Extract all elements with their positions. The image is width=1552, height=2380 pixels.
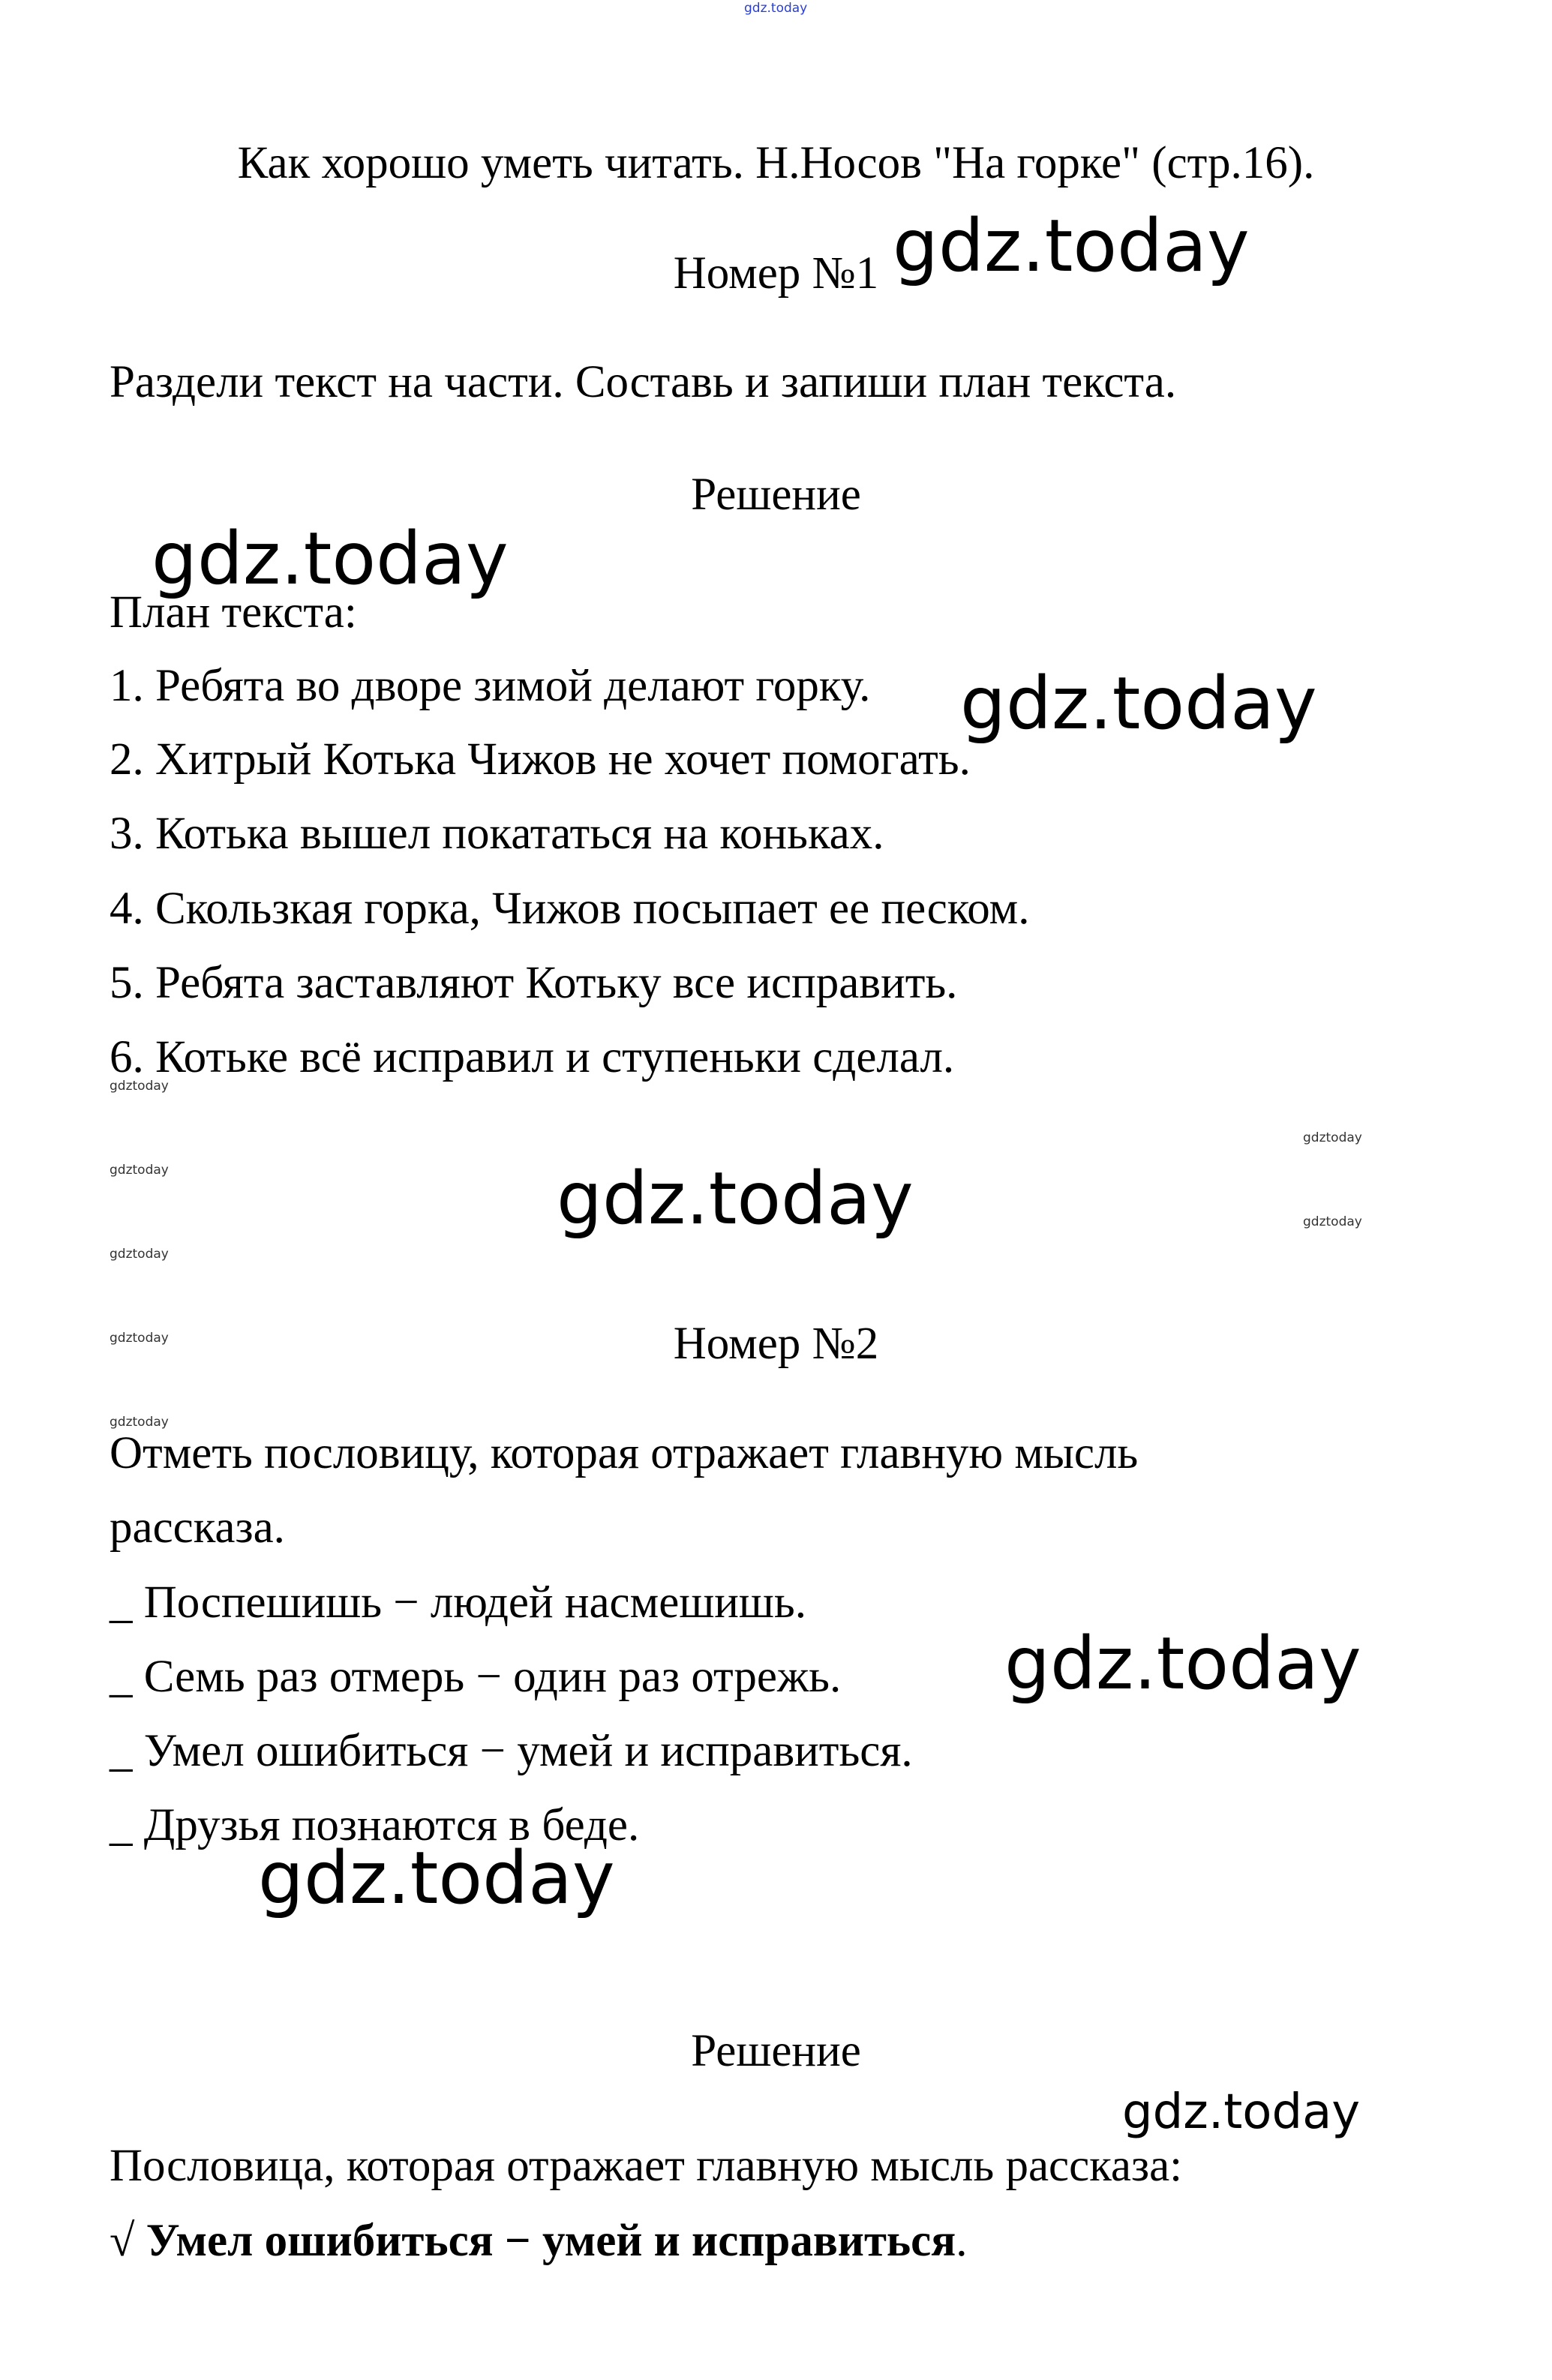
page-title: Как хорошо уметь читать. Н.Носов "На горке" (стр.16). <box>237 138 1315 188</box>
small-watermark: gdztoday <box>1303 1214 1362 1229</box>
proverb-option: _ Друзья познаются в беде. <box>110 1800 640 1850</box>
task1-question: Раздели текст на части. Составь и запиши план текста. <box>110 357 1177 407</box>
small-watermark: gdztoday <box>110 1163 169 1178</box>
watermark: gdz.today <box>893 204 1250 288</box>
task2-number: Номер №2 <box>673 1319 879 1369</box>
task1-number: Номер №1 <box>673 248 879 299</box>
task2-question-line2: рассказа. <box>110 1502 285 1553</box>
answer-period: . <box>956 2216 968 2266</box>
task2-solution-heading: Решение <box>691 2026 861 2076</box>
small-watermark: gdztoday <box>110 1331 169 1346</box>
watermark: gdz.today <box>1122 2084 1361 2140</box>
plan-item: 2. Хитрый Котька Чижов не хочет помогать. <box>110 734 971 785</box>
answer-proverb: Умел ошибиться − умей и исправиться <box>146 2216 956 2266</box>
small-watermark: gdztoday <box>1303 1130 1362 1145</box>
proverb-option: _ Семь раз отмерь − один раз отрежь. <box>110 1652 842 1702</box>
small-watermark: gdztoday <box>110 1415 169 1430</box>
watermark: gdz.today <box>1004 1622 1361 1706</box>
plan-item: 5. Ребята заставляют Котьку все исправить. <box>110 958 958 1008</box>
task2-answer-intro: Пословица, которая отражает главную мысль рассказа: <box>110 2141 1183 2191</box>
proverb-option: _ Умел ошибиться − умей и исправиться. <box>110 1726 913 1776</box>
plan-item: 3. Котька вышел покататься на коньках. <box>110 809 884 859</box>
small-watermark: gdztoday <box>110 1247 169 1262</box>
header-watermark: gdz.today <box>744 1 808 16</box>
plan-item: 1. Ребята во дворе зимой делают горку. <box>110 661 871 711</box>
small-watermark: gdztoday <box>110 1079 169 1094</box>
watermark: gdz.today <box>152 517 509 601</box>
watermark: gdz.today <box>258 1836 615 1920</box>
proverb-option: _ Поспешишь − людей насмешишь. <box>110 1577 806 1628</box>
watermark: gdz.today <box>557 1157 914 1241</box>
task1-solution-heading: Решение <box>691 470 861 520</box>
task2-answer <box>110 2215 968 2267</box>
watermark: gdz.today <box>960 662 1317 746</box>
plan-item: 6. Котьке всё исправил и ступеньки сделал. <box>110 1032 955 1082</box>
plan-item: 4. Скользкая горка, Чижов посыпает ее песком. <box>110 884 1030 934</box>
task1-plan-heading: План текста: <box>110 587 357 638</box>
checkmark: √ <box>110 2216 146 2266</box>
task2-question-line1: Отметь пословицу, которая отражает главную мысль <box>110 1428 1139 1478</box>
